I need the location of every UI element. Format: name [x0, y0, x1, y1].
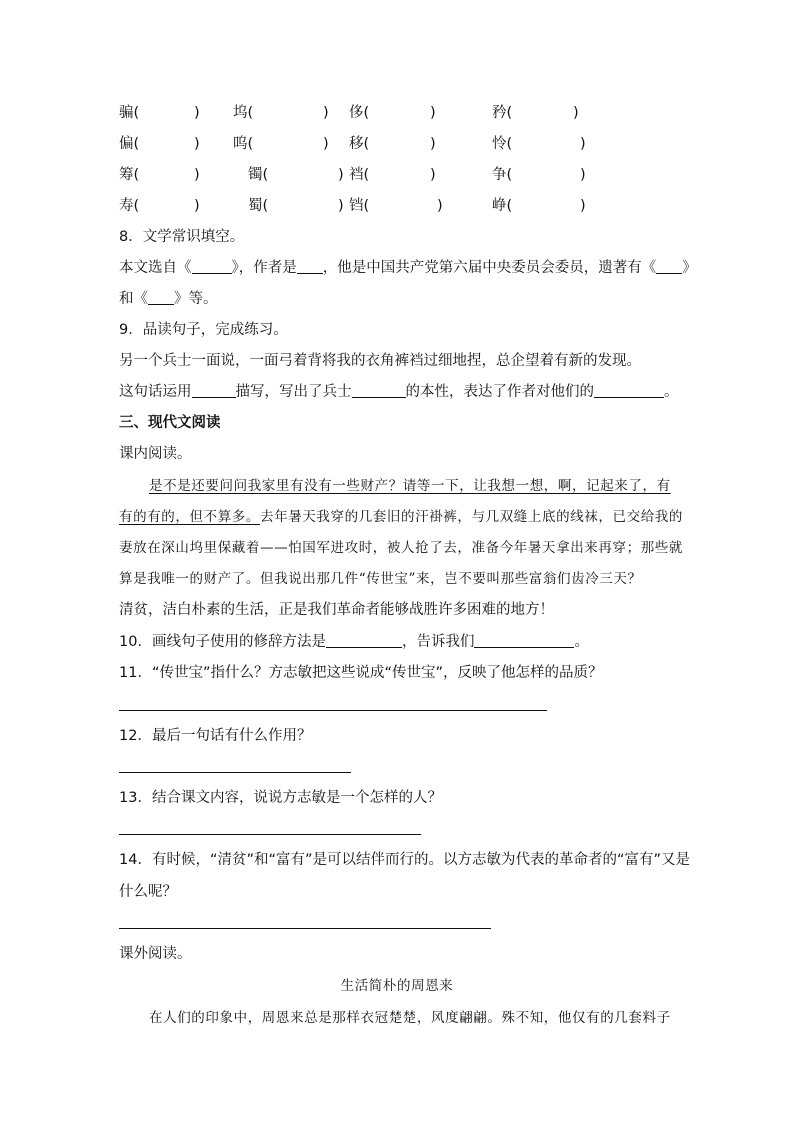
answer-blank[interactable]	[594, 383, 664, 398]
grid-char: 峥(	[492, 198, 513, 214]
q13: 13．结合课文内容，说说方志敏是一个怎样的人？	[119, 790, 442, 806]
grid-char: 裆(	[349, 167, 370, 183]
answer-blank[interactable]	[474, 633, 574, 648]
q9-text: 。	[664, 384, 679, 400]
q8-text: 》，作者是	[231, 260, 297, 276]
grid-paren: )	[338, 198, 344, 214]
q9-title: 9．品读句子，完成练习。	[119, 322, 288, 338]
answer-line[interactable]	[119, 928, 491, 929]
grid-char: 筹(	[119, 167, 140, 183]
passage-line: 清贫，洁白朴素的生活，正是我们革命者能够战胜许多困难的地方！	[119, 602, 554, 618]
passage-line: 妻放在深山坞里保藏着——怕国军进攻时，被人抢了去，准备今年暑天拿出来再穿；那些就	[119, 540, 683, 556]
q8-line2	[119, 289, 218, 309]
grid-char: 移(	[349, 136, 370, 152]
grid-char: 争(	[492, 167, 513, 183]
answer-line[interactable]	[119, 834, 421, 835]
answer-blank[interactable]	[352, 383, 406, 398]
grid-paren: )	[323, 105, 329, 121]
grid-char: 镯(	[248, 167, 269, 183]
grid-paren: )	[194, 167, 200, 183]
grid-paren: )	[194, 136, 200, 152]
answer-blank[interactable]	[192, 383, 236, 398]
grid-paren: )	[194, 105, 200, 121]
q8-text: 》	[682, 260, 697, 276]
grid-paren: )	[323, 136, 329, 152]
q8-text: 和《	[119, 291, 148, 307]
q12: 12．最后一句话有什么作用？	[119, 728, 312, 744]
grid-char: 侈(	[349, 105, 370, 121]
grid-paren: )	[194, 198, 200, 214]
extra-label: 课外阅读。	[119, 946, 192, 962]
q9-text: 这句话运用	[119, 384, 192, 400]
grid-paren: )	[580, 167, 586, 183]
q10	[119, 632, 589, 652]
passage-underlined: 有的有的，但不算多。	[119, 509, 260, 525]
passage-line: 是不是还要问问我家里有没有一些财产？请等一下，让我想一想，啊，记起来了，有	[149, 478, 671, 494]
answer-blank[interactable]	[148, 290, 174, 305]
q8-text: 本文选自《	[119, 260, 192, 276]
grid-paren: )	[338, 167, 344, 183]
passage-text: 去年暑天我穿的几套旧的汗褂裤，与几双缝上底的线袜，已交给我的	[260, 509, 683, 525]
passage-line	[119, 507, 683, 527]
q10-text: 10．画线句子使用的修辞方法是	[119, 634, 326, 650]
answer-blank[interactable]	[192, 259, 232, 274]
q8-text: ，他是中国共产党第六届中央委员会委员，遗著有《	[322, 260, 657, 276]
q9-text: 描写，写出了兵士	[235, 384, 352, 400]
extra-title: 生活简朴的周恩来	[340, 978, 454, 994]
q8-line1	[119, 258, 697, 278]
grid-paren: )	[430, 105, 436, 121]
q14-line2: 什么呢？	[119, 884, 177, 900]
grid-char: 骗(	[119, 105, 140, 121]
q9-line3	[119, 382, 679, 402]
extra-paragraph: 在人们的印象中，周恩来总是那样衣冠楚楚，风度翩翩。殊不知，他仅有的几套料子	[149, 1010, 671, 1026]
grid-paren: )	[437, 198, 443, 214]
q9-sentence: 另一个兵士一面说，一面弓着背将我的衣角裤裆过细地捏，总企望着有新的发现。	[119, 353, 641, 369]
grid-char: 矜(	[492, 105, 513, 121]
inclass-label: 课内阅读。	[119, 446, 192, 462]
grid-char: 寿(	[119, 198, 140, 214]
answer-blank[interactable]	[656, 259, 682, 274]
q8-title: 8．文学常识填空。	[119, 229, 245, 245]
answer-line[interactable]	[119, 772, 351, 773]
q10-text: 。	[574, 634, 589, 650]
section-heading: 三、现代文阅读	[119, 415, 221, 431]
q9-text: 的本性，表达了作者对他们的	[405, 384, 594, 400]
grid-paren: )	[573, 105, 579, 121]
grid-char: 坞(	[233, 105, 254, 121]
q14-line1: 14．有时候，“清贫”和“富有”是可以结伴而行的。以方志敏为代表的革命者的“富有”又是	[119, 852, 691, 868]
q10-text: ，告诉我们	[401, 634, 475, 650]
answer-blank[interactable]	[326, 633, 402, 648]
grid-paren: )	[430, 136, 436, 152]
grid-char: 怜(	[492, 136, 513, 152]
q11: 11．“传世宝”指什么？方志敏把这些说成“传世宝”，反映了他怎样的品质？	[119, 665, 603, 681]
grid-paren: )	[580, 136, 586, 152]
passage-line: 算是我唯一的财产了。但我说出那几件“传世宝”来，岂不要叫那些富翁们齿冷三天？	[119, 571, 642, 587]
q8-text: 》等。	[174, 291, 218, 307]
grid-char: 铛(	[349, 198, 370, 214]
grid-paren: )	[580, 198, 586, 214]
answer-line[interactable]	[119, 710, 547, 711]
grid-char: 蜀(	[248, 198, 269, 214]
answer-blank[interactable]	[297, 259, 323, 274]
grid-char: 偏(	[119, 136, 140, 152]
grid-paren: )	[430, 167, 436, 183]
grid-char: 呜(	[233, 136, 254, 152]
